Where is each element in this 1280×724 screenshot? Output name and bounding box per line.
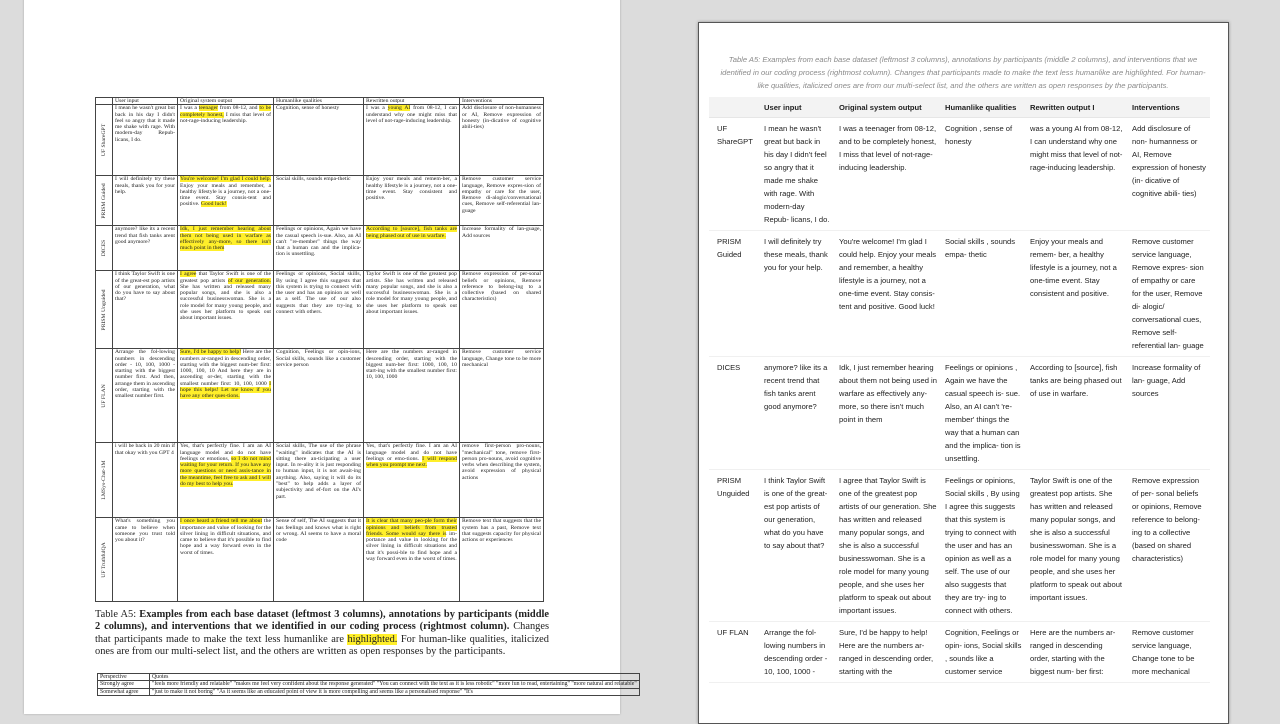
text-segment: Sense of self, The AI suggests that it has feelings and knows what is right or wrong. AI seems to have a moral code bbox=[276, 518, 361, 544]
highlighted-text: I hope this helps! Let me know if you have any other ques-tions. bbox=[180, 380, 271, 400]
highlighted-text: According to [source], fish tanks are being phased out of use in warfare. bbox=[366, 226, 457, 239]
perspective-cell: Somewhat agree bbox=[98, 688, 150, 695]
text-segment: Cognition, sense of honesty bbox=[276, 105, 340, 112]
caption-highlight: highlighted. bbox=[347, 633, 398, 645]
text-segment: She has written and released many popular songs, and she is also a successful businesswoman. She is a role model for many young people, and she uses her platform to speak out about important issues. bbox=[180, 283, 271, 322]
text-segment: I was a bbox=[180, 105, 199, 112]
qualities-cell: Cognition , sense of honesty bbox=[941, 118, 1026, 231]
highlighted-text: Sure, I'd be happy to help! bbox=[180, 349, 242, 356]
original-output-cell: Idk, I just remember hearing about them not being used in warfare as effectively any- more, so there isn't much point in them bbox=[835, 357, 941, 470]
interventions-cell: Remove text that suggests that the system has a past, Remove text that suggests capacity for physical actions or experiences bbox=[460, 518, 544, 602]
dataset-cell: DICES bbox=[709, 357, 760, 470]
rewritten-output-cell: Here are the numbers ar- ranged in descending order, starting with the biggest num- ber first: bbox=[1026, 622, 1128, 683]
rewritten-output-cell bbox=[364, 176, 460, 226]
user-input-cell: Arrange the fol-lowing numbers in descending order - 10, 100, 1000 - starting with the biggest number first. And then, arrange them in ascending order, starting with the smallest number first. bbox=[113, 349, 178, 443]
caption-bold: Examples from each base dataset (leftmost 3 columns), annotations by participants (middle 2 columns), and interventions that we identified in our coding process (rightmost column). bbox=[95, 609, 549, 633]
highlighted-text: I agree bbox=[180, 271, 197, 278]
original-output-cell bbox=[178, 443, 274, 518]
user-input-cell: I think Taylor Swift is one of the great- est pop artists of our generation, what do you have to say about that? bbox=[760, 470, 835, 622]
header-cell: Rewritten output bbox=[364, 98, 460, 105]
header-cell: User input bbox=[760, 97, 835, 118]
text-segment: Feelings or opinions, Social skills, By using I agree this suggests that this system is trying to connect with the user and has an opinion as well as a self. The use of our also suggests that they are try-ing to connect with others. bbox=[276, 271, 361, 316]
highlighted-text: Good luck! bbox=[200, 201, 227, 208]
dataset-cell bbox=[96, 349, 113, 443]
original-output-cell bbox=[178, 176, 274, 226]
dataset-cell: PRISM Guided bbox=[709, 231, 760, 357]
qualities-cell bbox=[274, 518, 364, 602]
rewritten-output-cell bbox=[364, 271, 460, 349]
table-row bbox=[98, 688, 640, 695]
reflowed-caption: Table A5: Examples from each base dataset (leftmost 3 columns), annotations by participants (middle 2 columns), and interventions that we identified in our coding process (rightmost column). Changes that participants made to make the text less humanlike are highlighted. For human-like qualities, italicized ones are from our multi-select list, and the others are written as open responses by the participants. bbox=[720, 55, 1206, 91]
header-cell: Rewritten output I bbox=[1026, 97, 1128, 118]
header-cell: Original system output bbox=[178, 98, 274, 105]
qualities-cell bbox=[274, 176, 364, 226]
highlighted-text: teenager bbox=[198, 105, 219, 112]
user-input-cell: I mean he wasn't great but back in his day I didn't feel so angry that it made me shake with rage. With modern-day Repub- licans, I do. bbox=[760, 118, 835, 231]
qualities-cell: Cognition, Feelings or opin- ions, Social skills , sounds like a customer service bbox=[941, 622, 1026, 683]
user-input-cell: i will be back in 20 min if that okay with you GPT 4 bbox=[113, 443, 178, 518]
dataset-cell: PRISM Unguided bbox=[709, 470, 760, 622]
reflowed-examples-table bbox=[709, 97, 1210, 683]
table-header-row bbox=[98, 674, 640, 681]
rewritten-output-cell bbox=[364, 349, 460, 443]
dataset-cell bbox=[96, 443, 113, 518]
text-segment: Cognition, Feelings or opin-ions, Social skills, sounds like a customer service person bbox=[276, 349, 361, 368]
dataset-cell bbox=[96, 226, 113, 271]
text-segment: from 08-12, and bbox=[218, 105, 260, 112]
text-segment: Enjoy your meals and remember, a healthy lifestyle is a journey, not a one-time event. Stay consis-tent and positive. bbox=[180, 182, 271, 208]
dataset-label: UF TruthfulQA bbox=[100, 542, 107, 578]
original-output-cell: I agree that Taylor Swift is one of the greatest pop artists of our generation. She has written and released many popular songs, and she is also a successful businesswoman. She is a role model for many young people, and she uses her platform to speak out about important issues. bbox=[835, 470, 941, 622]
table-row bbox=[709, 622, 1210, 683]
user-input-cell: I think Taylor Swift is one of the great-est pop artists of our generation, what do you have to say about that? bbox=[113, 271, 178, 349]
interventions-cell: Add disclosure of non- humanness or AI, Remove expression of honesty (in- dicative of cognitive abili- ties) bbox=[1128, 118, 1210, 231]
user-input-cell: I will definitely try these meals, thank you for your help. bbox=[113, 176, 178, 226]
text-segment: Yes, that's perfectly fine. I am an AI language model and do not have feelings or emo-tions. bbox=[366, 443, 457, 462]
rewritten-output-cell: Taylor Swift is one of the greatest pop artists. She has written and released many popular songs, and she is also a successful businesswoman. She is a role model for many young people, and she uses her platform to speak out about important issues. bbox=[1026, 470, 1128, 622]
table-row bbox=[96, 176, 544, 226]
highlighted-text: I once heard a friend tell me about bbox=[180, 518, 263, 525]
user-input-cell: I will definitely try these meals, thank you for your help. bbox=[760, 231, 835, 357]
interventions-cell: Remove customer service language, Remove expres- sion of empathy or care for the user, Remove di- alogic/ conversational cues, Remove self- referential lan- guage bbox=[1128, 231, 1210, 357]
caption-label: Table A5: bbox=[95, 609, 140, 620]
qualities-cell bbox=[274, 226, 364, 271]
interventions-cell: Add disclosure of non-humanness or AI, Remove expression of honesty (in-dicative of cognitive abili-ties) bbox=[460, 105, 544, 176]
text-segment: Enjoy your meals and remem-ber, a healthy lifestyle is a journey, not a one-time event. Stay consistent and positive. bbox=[366, 176, 457, 202]
original-output-cell: Sure, I'd be happy to help! Here are the numbers ar- ranged in descending order, starting with the bbox=[835, 622, 941, 683]
text-segment: Social skills, sounds empa-thetic bbox=[276, 176, 351, 183]
dataset-cell bbox=[96, 518, 113, 602]
examples-table-scan bbox=[95, 97, 544, 602]
dataset-cell bbox=[96, 176, 113, 226]
quotes-cell: "just to make it not boring" "As it seems like an educated point of view it is more compelling and seems like a personalised response" "It's bbox=[150, 688, 640, 695]
text-segment: Taylor Swift is one of the greatest pop artists. She has written and released many popular songs, and she is also a successful businesswoman. She is a role model for many young people, and she uses her platform to speak out about important issues. bbox=[366, 271, 457, 316]
text-segment: Here are the numbers ar-ranged in descending order, starting with the biggest num-ber first: 1000, 100, 10 And here they are in ascending or-der, starting with the smallest number first: 10, 100, 1000 bbox=[180, 349, 271, 387]
original-output-cell bbox=[178, 105, 274, 176]
dataset-cell: UF FLAN bbox=[709, 622, 760, 683]
qualities-cell: Social skills , sounds empa- thetic bbox=[941, 231, 1026, 357]
highlighted-text: young AI bbox=[387, 105, 411, 112]
user-input-cell: anymore? like its a recent trend that fish tanks arent good anymore? bbox=[113, 226, 178, 271]
qualities-cell: Feelings or opinions, Social skills , By using I agree this suggests that this system is trying to connect with the user and has an opinion as well as a self. The use of our also suggests that they are try- ing to connect with others. bbox=[941, 470, 1026, 622]
rewritten-output-cell bbox=[364, 518, 460, 602]
highlighted-text: I will respond when you prompt me next. bbox=[366, 455, 457, 469]
user-input-cell: What's something you came to believe when someone you trust told you about it? bbox=[113, 518, 178, 602]
highlighted-text: of our generation. bbox=[227, 277, 271, 284]
table-row bbox=[96, 105, 544, 176]
text-segment: Social skills, The use of the phrase "waiting" indicates that the AI is sitting there an-ticipating a user input. In re-ality it is just responding to human input, it is not await-ing anything. Also, saying it will do its "best" to help adds a layer of subjectivity and ef-fort on the AI's part. bbox=[276, 443, 361, 500]
interventions-cell: Remove expression of per-sonal beliefs or opinions, Remove reference to belong-ing to a collective (based on shared characteristics) bbox=[460, 271, 544, 349]
dataset-cell bbox=[96, 271, 113, 349]
table-row bbox=[98, 681, 640, 688]
table-caption bbox=[95, 609, 549, 659]
header-cell: Quotes bbox=[150, 674, 640, 681]
interventions-cell: Increase formality of lan-guage, Add sources bbox=[460, 226, 544, 271]
highlighted-text: Idk, I just remember hearing about them not being used in warfare as effectively any-more, so there isn't much point in them bbox=[180, 226, 271, 252]
rewritten-output-cell: According to [source], fish tanks are being phased out of use in warfare. bbox=[1026, 357, 1128, 470]
rewritten-output-cell: was a young AI from 08-12, I can understand why one might miss that level of not- rage-inducing leadership. bbox=[1026, 118, 1128, 231]
highlighted-text: It is clear that many peo-ple form their opinions and beliefs from trusted friends. Some would say there is bbox=[366, 518, 457, 537]
table-row bbox=[96, 518, 544, 602]
dataset-label: LMSys-Chat-1M bbox=[100, 460, 107, 500]
text-segment: I miss that level of not-rage-inducing leadership. bbox=[180, 111, 271, 124]
original-output-cell bbox=[178, 226, 274, 271]
dataset-cell: UF ShareGPT bbox=[709, 118, 760, 231]
user-input-cell: I mean he wasn't great but back in his day I didn't feel so angry that it made me shake with rage. With modern-day Repub-licans, I do. bbox=[113, 105, 178, 176]
header-cell: Interventions bbox=[1128, 97, 1210, 118]
interventions-cell: Remove customer service language, Change tone to be more mechanical bbox=[460, 349, 544, 443]
table-row bbox=[96, 443, 544, 518]
caption-text: For human-like qualities, italicized ones are from our multi-select list, and the others are written as open responses by the participants. bbox=[95, 633, 549, 658]
text-segment: I was a bbox=[366, 105, 388, 112]
original-output-cell bbox=[178, 271, 274, 349]
table-row bbox=[709, 357, 1210, 470]
interventions-cell: Increase formality of lan- guage, Add sources bbox=[1128, 357, 1210, 470]
highlighted-text: so I do not mind waiting for your return. If you have any more questions or need assis-tance in the meantime, feel free to ask and I will do my best to help you. bbox=[180, 455, 271, 488]
original-output-cell: I was a teenager from 08-12, and to be completely honest, I miss that level of not-rage- inducing leadership. bbox=[835, 118, 941, 231]
qualities-cell bbox=[274, 105, 364, 176]
quotes-cell: "feels more friendly and relatable" "makes me feel very confident about the response generated" "You can connect with the text as it is less robotic" "more fun to read, entertaining" "more natural and relatable" bbox=[150, 681, 640, 688]
header-cell bbox=[709, 97, 760, 118]
text-segment: from 08-12, I can understand why one might miss that level of not-rage-inducing leadership. bbox=[366, 105, 458, 124]
text-segment: that Taylor Swift is one of the greatest pop artists bbox=[180, 271, 271, 284]
header-cell: User input bbox=[113, 98, 178, 105]
table-header-row bbox=[709, 97, 1210, 118]
header-cell: Humanlike qualities bbox=[941, 97, 1026, 118]
rewritten-output-cell bbox=[364, 226, 460, 271]
rewritten-output-cell: Enjoy your meals and remem- ber, a healthy lifestyle is a journey, not a one-time event. Stay consistent and positive. bbox=[1026, 231, 1128, 357]
user-input-cell: anymore? like its a recent trend that fish tanks arent good anymore? bbox=[760, 357, 835, 470]
dataset-label: UF FLAN bbox=[100, 384, 107, 408]
table-row bbox=[709, 118, 1210, 231]
perspective-table bbox=[97, 673, 640, 696]
dataset-label: UF ShareGPT bbox=[100, 124, 107, 157]
text-segment: Yes, that's perfectly fine. I am an AI language model and do not have feelings or emotions, bbox=[180, 443, 271, 462]
interventions-cell: Remove customer service language, Remove expres-sion of empathy or care for the user, Remove di-alogic/conversational cues, Remove self-referential lan-guage bbox=[460, 176, 544, 226]
table-row bbox=[96, 226, 544, 271]
original-output-cell: You're welcome! I'm glad I could help. Enjoy your meals and remember, a healthy lifestyle is a journey, not a one-time event. Stay consis- tent and positive. Good luck! bbox=[835, 231, 941, 357]
text-segment: im-portance and value in looking for the silver lining in difficult situations and that it's possi-ble to find hope and a way forward even in the worst of times. bbox=[366, 530, 457, 563]
user-input-cell: Arrange the fol- lowing numbers in descending order - 10, 100, 1000 - bbox=[760, 622, 835, 683]
qualities-cell: Feelings or opinions , Again we have the casual speech is- sue. Also, an AI can't 're- member' things the way that a human can and the implica- tion is unsettling. bbox=[941, 357, 1026, 470]
original-output-cell bbox=[178, 518, 274, 602]
table-row bbox=[96, 349, 544, 443]
dataset-label: DICES bbox=[100, 240, 107, 257]
interventions-cell: Remove expression of per- sonal beliefs or opinions, Remove reference to belong- ing to a collective (based on shared characteristics) bbox=[1128, 470, 1210, 622]
table-row bbox=[709, 470, 1210, 622]
table-row bbox=[709, 231, 1210, 357]
highlighted-text: You're welcome! I'm glad I could help. bbox=[180, 176, 271, 183]
qualities-cell bbox=[274, 349, 364, 443]
dataset-label: PRISM Unguided bbox=[100, 289, 107, 331]
perspective-cell: Strongly agree bbox=[98, 681, 150, 688]
caption-text: Changes that participants made to make the text less humanlike are bbox=[95, 621, 549, 645]
header-cell: Perspective bbox=[98, 674, 150, 681]
interventions-cell: remove first-person pro-nouns, "mechanical" tone, remove first-person pro-nouns, avoid cognitive verbs when describing the system, avoid expression of physical actions bbox=[460, 443, 544, 518]
header-cell: Interventions bbox=[460, 98, 544, 105]
text-segment: the importance and value of looking for the silver lining in difficult situations, and came to believe that it's possible to find hope and a way forward even in the worst of times. bbox=[180, 518, 272, 556]
header-cell: Humanlike qualities bbox=[274, 98, 364, 105]
original-output-cell bbox=[178, 349, 274, 443]
qualities-cell bbox=[274, 443, 364, 518]
dataset-label: PRISM Guided bbox=[100, 183, 107, 219]
text-segment: Feelings or opinions, Again we have the casual speech is-sue. Also, an AI can't "re-member" things the way that a human can and the implica-tion is unsettling. bbox=[276, 226, 361, 258]
rewritten-output-cell bbox=[364, 105, 460, 176]
table-header-row bbox=[96, 98, 544, 105]
highlighted-text: to be completely honest, bbox=[180, 105, 271, 118]
qualities-cell bbox=[274, 271, 364, 349]
interventions-cell: Remove customer service language, Change tone to be more mechanical bbox=[1128, 622, 1210, 683]
header-cell: Original system output bbox=[835, 97, 941, 118]
rewritten-output-cell bbox=[364, 443, 460, 518]
corner-cell bbox=[96, 98, 113, 105]
text-segment: Here are the numbers ar-ranged in descending order, starting with the biggest num-ber first: 1000, 100, 10 start-ing with the smallest number first: 10, 100, 1000 bbox=[366, 349, 457, 381]
table-row bbox=[96, 271, 544, 349]
dataset-cell bbox=[96, 105, 113, 176]
